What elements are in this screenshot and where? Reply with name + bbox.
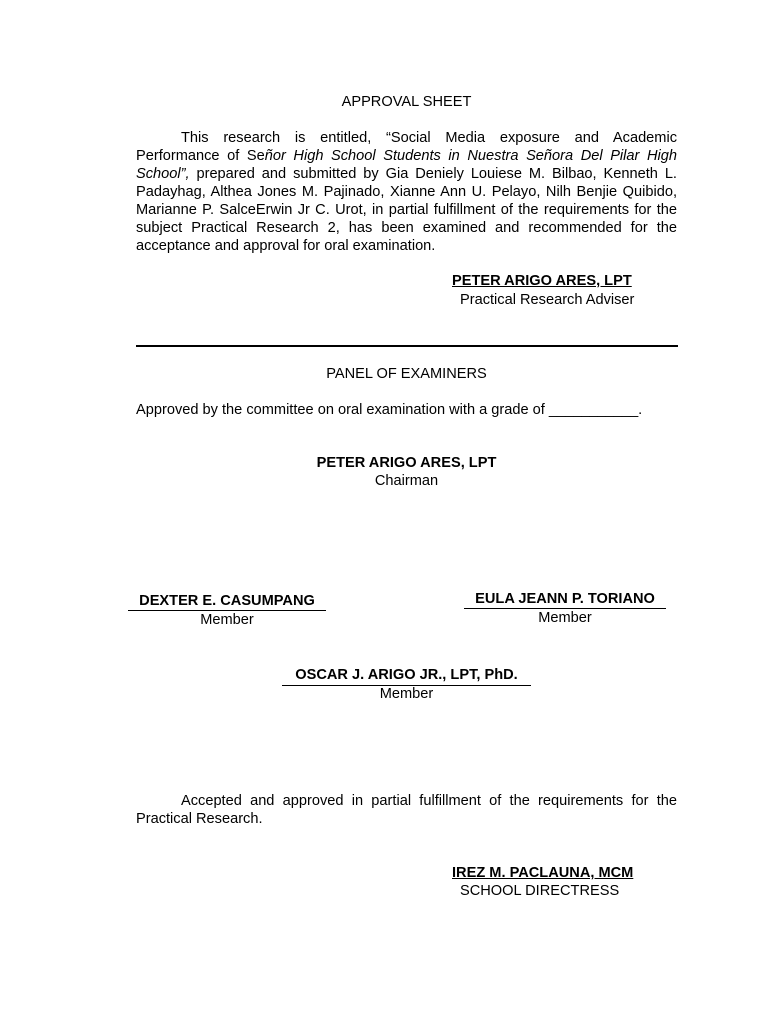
approval-paragraph: [136, 129, 677, 255]
directress-title: SCHOOL DIRECTRESS: [460, 883, 620, 899]
member3-title: Member: [379, 686, 434, 702]
grade-statement: Approved by the committee on oral examination with a grade of ___________.: [136, 402, 643, 418]
member1-title: Member: [200, 612, 254, 628]
approval-paragraph-lead: This research is entitled, “Social Media exposure and Academic Performance of Se: [136, 130, 677, 164]
panel-heading: PANEL OF EXAMINERS: [326, 366, 487, 382]
member2-name: EULA JEANN P. TORIANO: [475, 591, 655, 607]
directress-name: IREZ M. PACLAUNA, MCM: [452, 865, 634, 881]
member2-title: Member: [538, 610, 592, 626]
chairman-name: PETER ARIGO ARES, LPT: [316, 455, 497, 471]
approval-paragraph-rest: prepared and submitted by Gia Deniely Louiese M. Bilbao, Kenneth L. Padayhag, Althea Jones M. Pajinado, Xianne Ann U. Pelayo, Nilh Benjie Quibido, Marianne P. SalceErwin Jr C. Urot, in partial fulfillment of the requirements for the subject Practical Research 2, has been examined and recommended for the acceptance and approval for oral examination.: [136, 166, 677, 254]
chairman-title: Chairman: [374, 473, 439, 489]
member1-name: DEXTER E. CASUMPANG: [139, 593, 315, 609]
adviser-name: PETER ARIGO ARES, LPT: [452, 273, 632, 289]
approval-heading: APPROVAL SHEET: [341, 94, 472, 110]
section-divider: [136, 345, 678, 347]
acceptance-paragraph: Accepted and approved in partial fulfillment of the requirements for the Practical Research.: [136, 793, 677, 827]
approval-paragraph-title-italic: ñor High School Students in Nuestra Señora Del Pilar High School”,: [136, 148, 677, 182]
member3-name: OSCAR J. ARIGO JR., LPT, PhD.: [295, 667, 518, 683]
adviser-title: Practical Research Adviser: [460, 292, 635, 308]
